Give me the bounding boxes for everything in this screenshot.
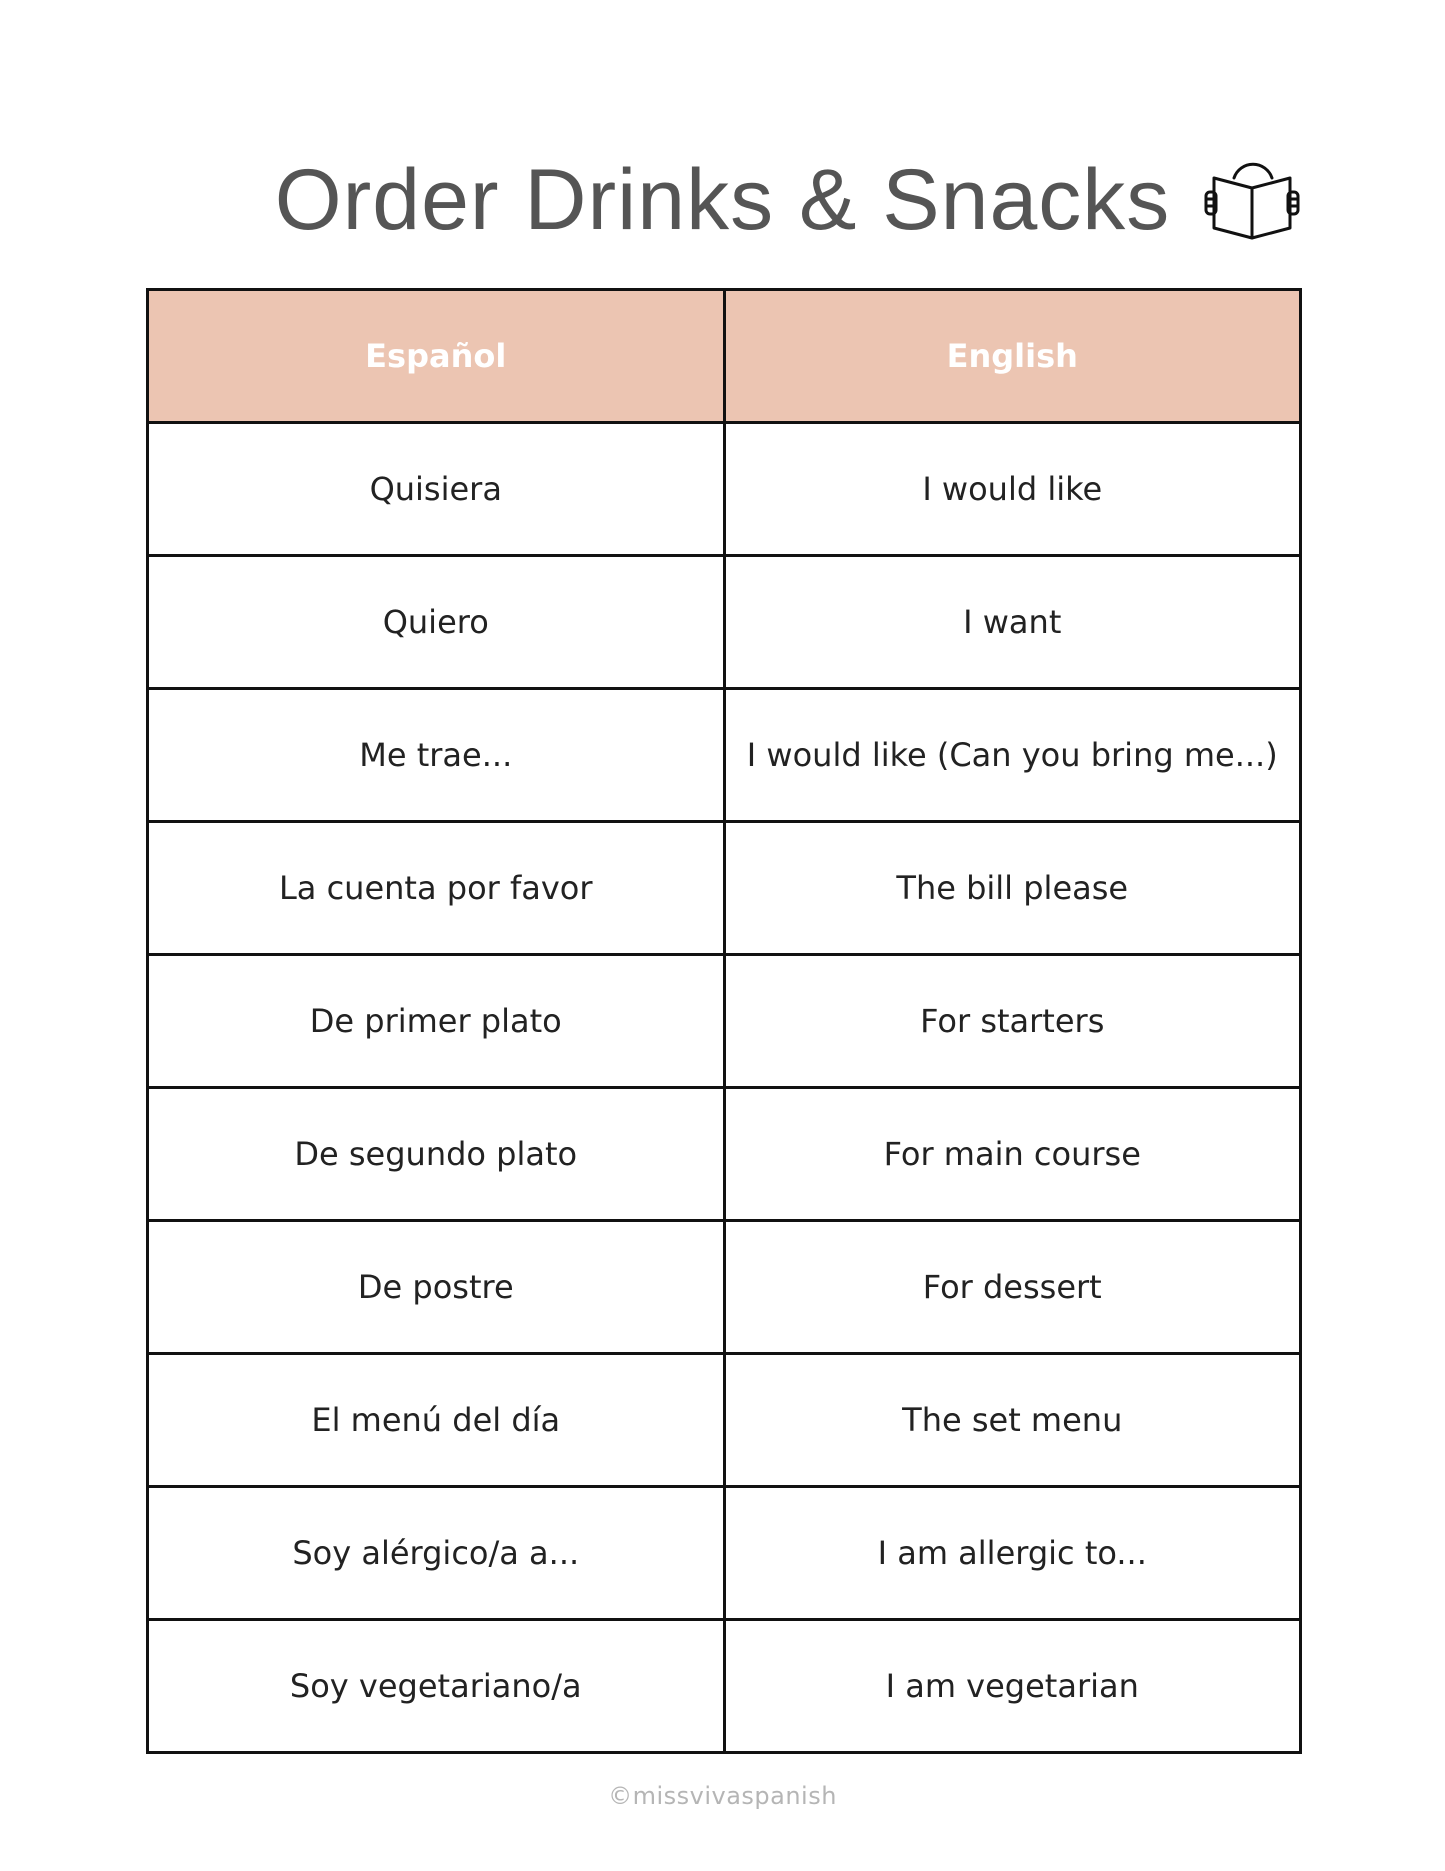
- table-row: [148, 423, 1301, 556]
- spanish-cell: De postre: [148, 1221, 725, 1354]
- english-cell: I am vegetarian: [724, 1620, 1301, 1753]
- reading-book-icon: [1202, 148, 1302, 244]
- spanish-cell: Quisiera: [148, 423, 725, 556]
- table-row: [148, 822, 1301, 955]
- spanish-cell: De primer plato: [148, 955, 725, 1088]
- spanish-cell: Me trae...: [148, 689, 725, 822]
- header-spanish: Español: [148, 290, 725, 423]
- english-cell: The bill please: [724, 822, 1301, 955]
- vocabulary-table: [146, 288, 1302, 1754]
- english-cell: I am allergic to...: [724, 1487, 1301, 1620]
- english-cell: I would like: [724, 423, 1301, 556]
- english-cell: I would like (Can you bring me...): [724, 689, 1301, 822]
- spanish-cell: Quiero: [148, 556, 725, 689]
- english-cell: For starters: [724, 955, 1301, 1088]
- spanish-cell: De segundo plato: [148, 1088, 725, 1221]
- table-row: [148, 955, 1301, 1088]
- page-title: Order Drinks & Snacks: [274, 152, 1171, 248]
- english-cell: The set menu: [724, 1354, 1301, 1487]
- spanish-cell: La cuenta por favor: [148, 822, 725, 955]
- table-header-row: [148, 290, 1301, 423]
- spanish-cell: El menú del día: [148, 1354, 725, 1487]
- english-cell: For main course: [724, 1088, 1301, 1221]
- footer-handle: ©missvivaspanish: [608, 1782, 837, 1810]
- english-cell: For dessert: [724, 1221, 1301, 1354]
- table-row: [148, 556, 1301, 689]
- english-cell: I want: [724, 556, 1301, 689]
- table-row: [148, 1354, 1301, 1487]
- header-english: English: [724, 290, 1301, 423]
- spanish-cell: Soy vegetariano/a: [148, 1620, 725, 1753]
- table-row: [148, 1487, 1301, 1620]
- table-row: [148, 1620, 1301, 1753]
- table-row: [148, 1221, 1301, 1354]
- spanish-cell: Soy alérgico/a a...: [148, 1487, 725, 1620]
- table-row: [148, 689, 1301, 822]
- table-row: [148, 1088, 1301, 1221]
